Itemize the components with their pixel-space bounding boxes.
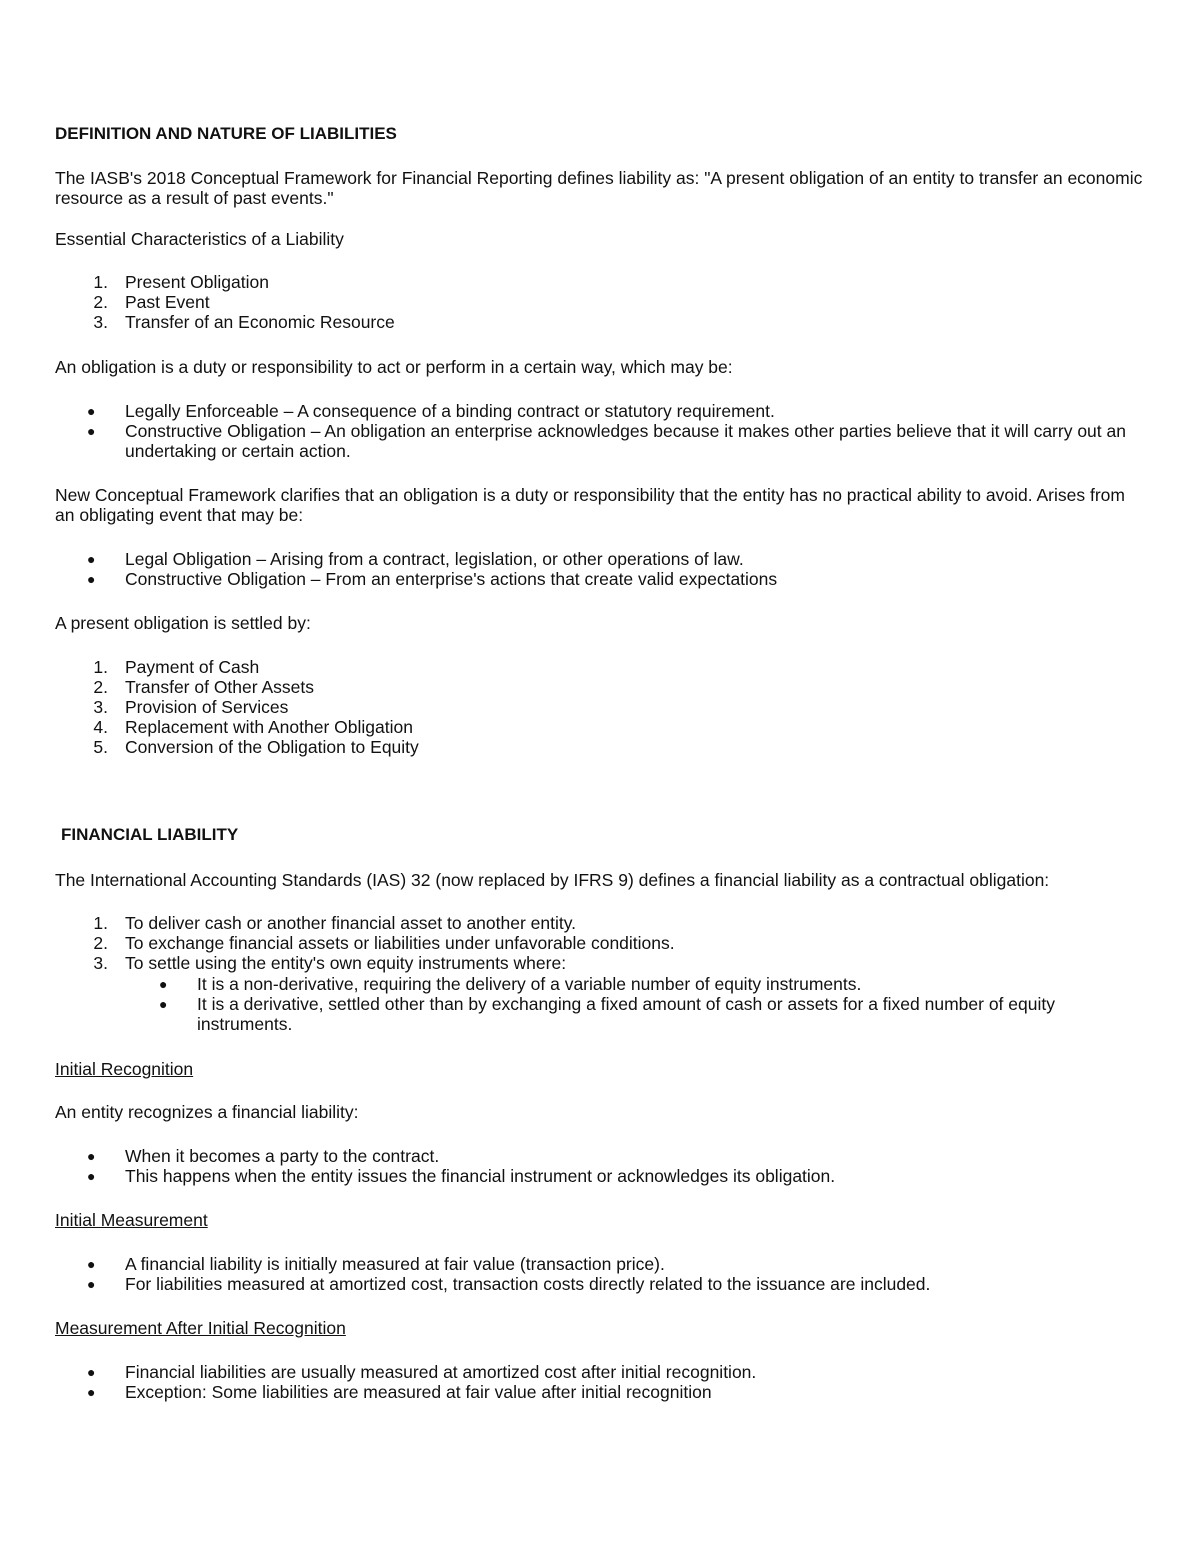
bullet-icon: ● xyxy=(87,1148,96,1164)
bullet-icon: ● xyxy=(159,976,168,992)
list-item: ● Constructive Obligation – An obligation an enterprise acknowledges because it makes other parties believe that it will carry out an undertaking or certain action. xyxy=(87,421,1126,461)
list-item: ● It is a non-derivative, requiring the delivery of a variable number of equity instruments. xyxy=(159,974,862,994)
list-item: ● Legal Obligation – Arising from a contract, legislation, or other operations of law. xyxy=(87,549,744,569)
list-item: ● When it becomes a party to the contract. xyxy=(87,1146,440,1166)
obligation-types-list xyxy=(55,401,1145,461)
list-item: ● Exception: Some liabilities are measured at fair value after initial recognition xyxy=(87,1382,712,1402)
list-item: ● A financial liability is initially measured at fair value (transaction price). xyxy=(87,1254,665,1274)
ias-intro: The International Accounting Standards (IAS) 32 (now replaced by IFRS 9) defines a financial liability as a contractual obligation: xyxy=(55,870,1050,890)
list-item: ● This happens when the entity issues the financial instrument or acknowledges its obligation. xyxy=(87,1166,836,1186)
list-item: 2. Transfer of Other Assets xyxy=(93,677,315,697)
heading-financial-liability: FINANCIAL LIABILITY xyxy=(61,825,239,844)
obligating-events-list xyxy=(55,549,1145,589)
bullet-icon: ● xyxy=(87,423,96,439)
list-item: 3. To settle using the entity's own equity instruments where: xyxy=(93,953,567,973)
measurement-after-list xyxy=(55,1362,1145,1402)
list-item: 3. Provision of Services xyxy=(93,697,289,717)
list-item: 2. To exchange financial assets or liabilities under unfavorable conditions. xyxy=(93,933,675,953)
list-item: 1. Present Obligation xyxy=(93,272,269,292)
bullet-icon: ● xyxy=(87,1256,96,1272)
list-item: ● It is a derivative, settled other than by exchanging a fixed amount of cash or assets for a fixed number of equity instruments. xyxy=(159,994,1055,1034)
list-item: 1. To deliver cash or another financial asset to another entity. xyxy=(93,913,577,933)
list-item: 2. Past Event xyxy=(93,292,210,312)
settled-intro: A present obligation is settled by: xyxy=(55,613,311,633)
initial-recognition-title: Initial Recognition xyxy=(55,1059,194,1079)
bullet-icon: ● xyxy=(159,996,168,1012)
list-item: 1. Payment of Cash xyxy=(93,657,260,677)
bullet-icon: ● xyxy=(87,1276,96,1292)
list-item: 3. Transfer of an Economic Resource xyxy=(93,312,395,332)
list-item: ● Constructive Obligation – From an enterprise's actions that create valid expectations xyxy=(87,569,778,589)
settlement-list xyxy=(55,657,1145,757)
bullet-icon: ● xyxy=(87,1384,96,1400)
new-framework-paragraph: New Conceptual Framework clarifies that an obligation is a duty or responsibility that the entity has no practical ability to avoid. Arises from an obligating event that may be: xyxy=(55,485,1125,525)
initial-measurement-list xyxy=(55,1254,1145,1294)
bullet-icon: ● xyxy=(87,1364,96,1380)
bullet-icon: ● xyxy=(87,1168,96,1184)
obligation-intro: An obligation is a duty or responsibility to act or perform in a certain way, which may be: xyxy=(55,357,733,377)
list-item: ● Legally Enforceable – A consequence of a binding contract or statutory requirement. xyxy=(87,401,775,421)
intro-paragraph: The IASB's 2018 Conceptual Framework for Financial Reporting defines liability as: "A present obligation of an entity to transfer an economic resource as a result of past events." xyxy=(55,168,1143,208)
bullet-icon: ● xyxy=(87,571,96,587)
financial-liability-list xyxy=(55,913,1145,973)
initial-recognition-list xyxy=(55,1146,1145,1186)
equity-instrument-sublist xyxy=(55,974,1075,1034)
list-item: ● For liabilities measured at amortized cost, transaction costs directly related to the issuance are included. xyxy=(87,1274,931,1294)
list-item: ● Financial liabilities are usually measured at amortized cost after initial recognition. xyxy=(87,1362,757,1382)
initial-measurement-title: Initial Measurement xyxy=(55,1210,208,1230)
essential-characteristics-label: Essential Characteristics of a Liability xyxy=(55,229,344,249)
heading-definition: DEFINITION AND NATURE OF LIABILITIES xyxy=(55,124,397,143)
initial-recognition-intro: An entity recognizes a financial liability: xyxy=(55,1102,359,1122)
list-item: 5. Conversion of the Obligation to Equity xyxy=(93,737,419,757)
list-item: 4. Replacement with Another Obligation xyxy=(93,717,413,737)
bullet-icon: ● xyxy=(87,551,96,567)
bullet-icon: ● xyxy=(87,403,96,419)
characteristics-list xyxy=(55,272,1145,332)
measurement-after-title: Measurement After Initial Recognition xyxy=(55,1318,346,1338)
